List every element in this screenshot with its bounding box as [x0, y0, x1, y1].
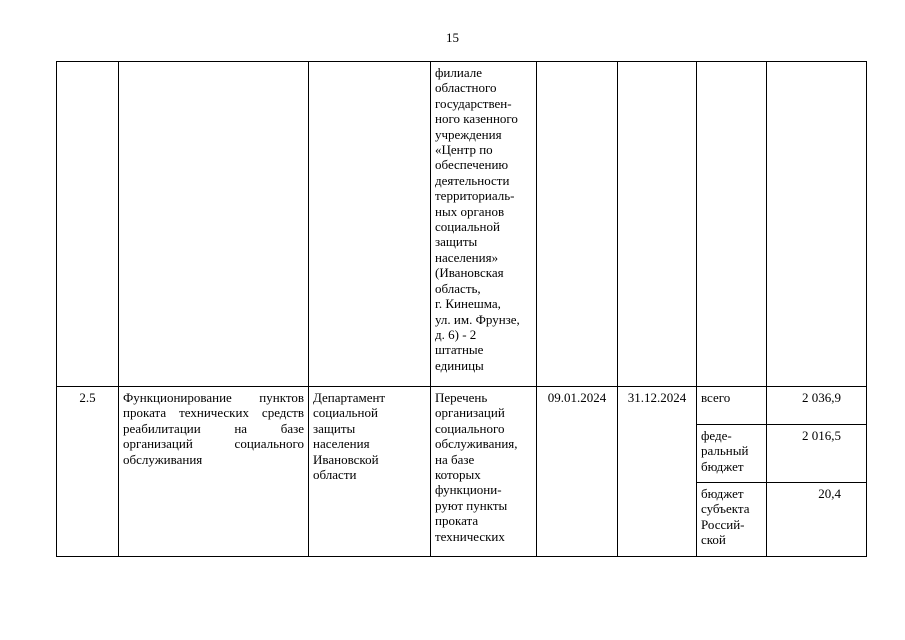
- cell-funding-source: всего: [697, 387, 767, 425]
- cell-start-date: 09.01.2024: [537, 387, 618, 557]
- cell-end-date: 31.12.2024: [618, 387, 697, 557]
- cell-funding-amount: 2 036,9: [767, 387, 867, 425]
- table-row: [57, 62, 867, 387]
- table-row: [57, 387, 867, 425]
- cell-number: 2.5: [57, 387, 119, 557]
- cell-end-date: [618, 62, 697, 387]
- cell-executor: [309, 62, 431, 387]
- cell-executor: Департамент социальной защиты населения Ивановской области: [309, 387, 431, 557]
- cell-funding-source: феде- ральный бюджет: [697, 425, 767, 483]
- cell-measure-name: Функционирование пунктов проката технических средств реабилитации на базе организаций социального обслуживания: [119, 387, 309, 557]
- measures-table: [56, 61, 867, 557]
- cell-result: Перечень организаций социального обслуживания, на базе которых функциони- руют пункты проката технических: [431, 387, 537, 557]
- cell-funding-amount: 20,4: [767, 483, 867, 557]
- page-number: 15: [446, 30, 459, 45]
- cell-result: филиале областного государствен- ного казенного учреждения «Центр по обеспечению деятельности территориаль- ных органов социальной защиты населения» (Ивановская область, г. Кинешма, ул. им. Фрунзе, д. 6) - 2 штатные единицы: [431, 62, 537, 387]
- cell-number: [57, 62, 119, 387]
- cell-measure-name: [119, 62, 309, 387]
- cell-funding-amount: [767, 62, 867, 387]
- cell-start-date: [537, 62, 618, 387]
- cell-funding-amount: 2 016,5: [767, 425, 867, 483]
- cell-funding-source: [697, 62, 767, 387]
- cell-funding-source: бюджет субъекта Россий- ской: [697, 483, 767, 557]
